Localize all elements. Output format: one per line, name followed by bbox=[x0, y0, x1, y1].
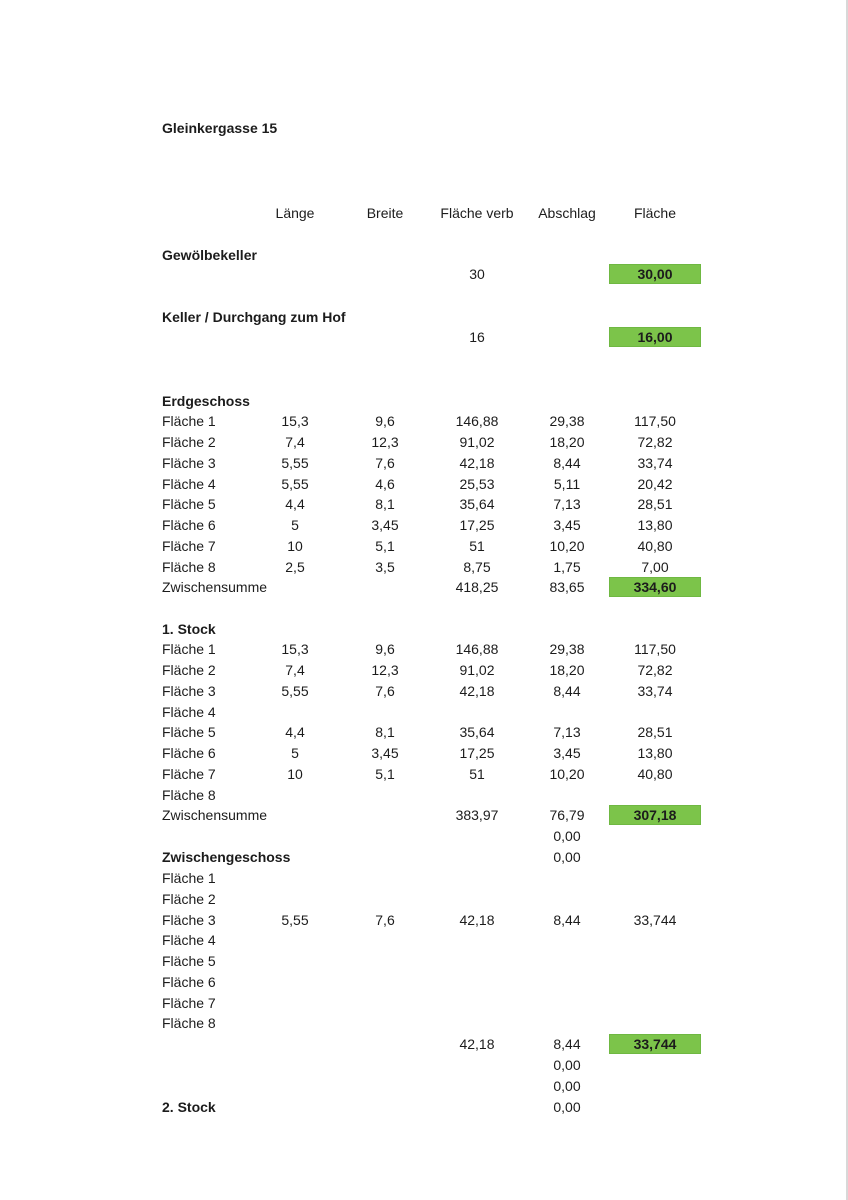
cell-breite: 3,45 bbox=[371, 517, 399, 533]
row-label: Zwischensumme bbox=[162, 579, 268, 595]
cell-flaeche-verb: 17,25 bbox=[459, 517, 495, 533]
cell-flaeche-highlighted: 16,00 bbox=[609, 327, 701, 347]
cell-breite: 5,1 bbox=[375, 766, 395, 782]
row-label: Fläche 3 bbox=[162, 912, 216, 928]
cell-breite: 7,6 bbox=[375, 455, 395, 471]
cell-breite: 8,1 bbox=[375, 496, 395, 512]
row-label: Fläche 2 bbox=[162, 891, 216, 907]
row-label: Fläche 2 bbox=[162, 434, 216, 450]
cell-flaeche: 28,51 bbox=[637, 496, 673, 512]
cell-laenge: 15,3 bbox=[281, 413, 309, 429]
cell-flaeche-verb: 30 bbox=[469, 266, 485, 282]
cell-abschlag: 10,20 bbox=[549, 766, 585, 782]
cell-abschlag: 10,20 bbox=[549, 538, 585, 554]
cell-flaeche: 33,74 bbox=[637, 683, 673, 699]
cell-flaeche: 7,00 bbox=[641, 559, 669, 575]
cell-flaeche-verb: 17,25 bbox=[459, 745, 495, 761]
cell-abschlag: 76,79 bbox=[549, 807, 585, 823]
cell-laenge: 5,55 bbox=[281, 455, 309, 471]
cell-laenge: 5 bbox=[291, 517, 299, 533]
cell-flaeche: 72,82 bbox=[637, 434, 673, 450]
cell-laenge: 5,55 bbox=[281, 912, 309, 928]
section-heading: Keller / Durchgang zum Hof bbox=[162, 309, 346, 325]
cell-laenge: 5,55 bbox=[281, 683, 309, 699]
cell-breite: 9,6 bbox=[375, 413, 395, 429]
cell-flaeche: 40,80 bbox=[637, 766, 673, 782]
column-header-laenge: Länge bbox=[275, 205, 315, 221]
cell-flaeche-verb: 42,18 bbox=[459, 455, 495, 471]
cell-flaeche-verb: 418,25 bbox=[455, 579, 499, 595]
cell-abschlag: 7,13 bbox=[553, 724, 581, 740]
cell-abschlag: 18,20 bbox=[549, 434, 585, 450]
cell-flaeche: 40,80 bbox=[637, 538, 673, 554]
cell-flaeche: 28,51 bbox=[637, 724, 673, 740]
cell-flaeche-verb: 51 bbox=[469, 538, 485, 554]
row-label: Fläche 6 bbox=[162, 517, 216, 533]
column-header-abschlag: Abschlag bbox=[538, 205, 596, 221]
cell-flaeche-verb: 25,53 bbox=[459, 476, 495, 492]
cell-flaeche-verb: 91,02 bbox=[459, 662, 495, 678]
cell-breite: 3,5 bbox=[375, 559, 395, 575]
cell-breite: 5,1 bbox=[375, 538, 395, 554]
cell-laenge: 5 bbox=[291, 745, 299, 761]
cell-abschlag: 29,38 bbox=[549, 413, 585, 429]
cell-flaeche-verb: 8,75 bbox=[463, 559, 491, 575]
cell-abschlag: 8,44 bbox=[553, 912, 581, 928]
row-label: Fläche 6 bbox=[162, 974, 216, 990]
cell-breite: 3,45 bbox=[371, 745, 399, 761]
row-label: Fläche 1 bbox=[162, 641, 216, 657]
section-heading: 2. Stock bbox=[162, 1099, 216, 1115]
cell-abschlag: 83,65 bbox=[549, 579, 585, 595]
column-header-breite: Breite bbox=[366, 205, 404, 221]
cell-flaeche-verb: 42,18 bbox=[459, 912, 495, 928]
document-title: Gleinkergasse 15 bbox=[162, 120, 278, 136]
section-heading: Erdgeschoss bbox=[162, 393, 250, 409]
cell-flaeche: 20,42 bbox=[637, 476, 673, 492]
cell-breite: 7,6 bbox=[375, 683, 395, 699]
section-heading: 1. Stock bbox=[162, 621, 216, 637]
cell-flaeche-verb: 42,18 bbox=[459, 683, 495, 699]
cell-flaeche-verb: 146,88 bbox=[455, 641, 499, 657]
cell-flaeche: 13,80 bbox=[637, 745, 673, 761]
cell-flaeche-highlighted: 33,744 bbox=[609, 1034, 701, 1054]
column-header-flaeche: Fläche bbox=[633, 205, 677, 221]
cell-abschlag: 7,13 bbox=[553, 496, 581, 512]
cell-flaeche-highlighted: 334,60 bbox=[609, 577, 701, 597]
row-label: Fläche 4 bbox=[162, 704, 216, 720]
cell-flaeche-verb: 146,88 bbox=[455, 413, 499, 429]
cell-flaeche-verb: 383,97 bbox=[455, 807, 499, 823]
cell-flaeche-verb: 42,18 bbox=[459, 1036, 495, 1052]
cell-laenge: 15,3 bbox=[281, 641, 309, 657]
row-label: Fläche 7 bbox=[162, 995, 216, 1011]
row-label: Fläche 4 bbox=[162, 932, 216, 948]
cell-abschlag: 3,45 bbox=[553, 745, 581, 761]
cell-abschlag: 1,75 bbox=[553, 559, 581, 575]
cell-flaeche: 72,82 bbox=[637, 662, 673, 678]
cell-breite: 7,6 bbox=[375, 912, 395, 928]
cell-laenge: 4,4 bbox=[285, 496, 305, 512]
row-label: Fläche 5 bbox=[162, 496, 216, 512]
cell-breite: 9,6 bbox=[375, 641, 395, 657]
row-label: Fläche 2 bbox=[162, 662, 216, 678]
cell-flaeche-verb: 35,64 bbox=[459, 496, 495, 512]
cell-abschlag: 5,11 bbox=[553, 476, 581, 492]
cell-laenge: 10 bbox=[287, 766, 303, 782]
row-label: Fläche 1 bbox=[162, 413, 216, 429]
cell-flaeche-verb: 16 bbox=[469, 329, 485, 345]
row-label: Fläche 1 bbox=[162, 870, 216, 886]
cell-breite: 12,3 bbox=[371, 662, 399, 678]
cell-flaeche: 117,50 bbox=[634, 641, 676, 657]
cell-flaeche-verb: 35,64 bbox=[459, 724, 495, 740]
cell-abschlag: 0,00 bbox=[553, 1078, 581, 1094]
cell-flaeche-verb: 51 bbox=[469, 766, 485, 782]
row-label: Fläche 8 bbox=[162, 787, 216, 803]
row-label: Fläche 5 bbox=[162, 953, 216, 969]
cell-abschlag: 0,00 bbox=[553, 828, 581, 844]
section-heading: Zwischengeschoss bbox=[162, 849, 291, 865]
cell-abschlag: 8,44 bbox=[553, 455, 581, 471]
cell-abschlag: 29,38 bbox=[549, 641, 585, 657]
cell-abschlag: 0,00 bbox=[553, 1057, 581, 1073]
cell-laenge: 5,55 bbox=[281, 476, 309, 492]
column-header-flaeche-verb: Fläche verb bbox=[440, 205, 514, 221]
cell-abschlag: 18,20 bbox=[549, 662, 585, 678]
cell-flaeche-highlighted: 307,18 bbox=[609, 805, 701, 825]
cell-abschlag: 3,45 bbox=[553, 517, 581, 533]
cell-flaeche: 117,50 bbox=[634, 413, 676, 429]
row-label: Fläche 5 bbox=[162, 724, 216, 740]
row-label: Fläche 8 bbox=[162, 1015, 216, 1031]
cell-flaeche: 13,80 bbox=[637, 517, 673, 533]
row-label: Fläche 4 bbox=[162, 476, 216, 492]
cell-flaeche-verb: 91,02 bbox=[459, 434, 495, 450]
cell-abschlag: 8,44 bbox=[553, 683, 581, 699]
row-label: Fläche 7 bbox=[162, 538, 216, 554]
row-label: Zwischensumme bbox=[162, 807, 268, 823]
cell-breite: 4,6 bbox=[375, 476, 395, 492]
cell-laenge: 7,4 bbox=[285, 662, 305, 678]
row-label: Fläche 6 bbox=[162, 745, 216, 761]
cell-abschlag: 0,00 bbox=[553, 1099, 581, 1115]
cell-abschlag: 8,44 bbox=[553, 1036, 581, 1052]
cell-breite: 8,1 bbox=[375, 724, 395, 740]
cell-laenge: 4,4 bbox=[285, 724, 305, 740]
row-label: Fläche 8 bbox=[162, 559, 216, 575]
cell-breite: 12,3 bbox=[371, 434, 399, 450]
row-label: Fläche 3 bbox=[162, 683, 216, 699]
row-label: Fläche 7 bbox=[162, 766, 216, 782]
cell-flaeche: 33,74 bbox=[637, 455, 673, 471]
cell-laenge: 10 bbox=[287, 538, 303, 554]
cell-flaeche-highlighted: 30,00 bbox=[609, 264, 701, 284]
section-heading: Gewölbekeller bbox=[162, 247, 257, 263]
cell-flaeche: 33,744 bbox=[633, 912, 677, 928]
cell-abschlag: 0,00 bbox=[553, 849, 581, 865]
cell-laenge: 2,5 bbox=[285, 559, 305, 575]
cell-laenge: 7,4 bbox=[285, 434, 305, 450]
row-label: Fläche 3 bbox=[162, 455, 216, 471]
